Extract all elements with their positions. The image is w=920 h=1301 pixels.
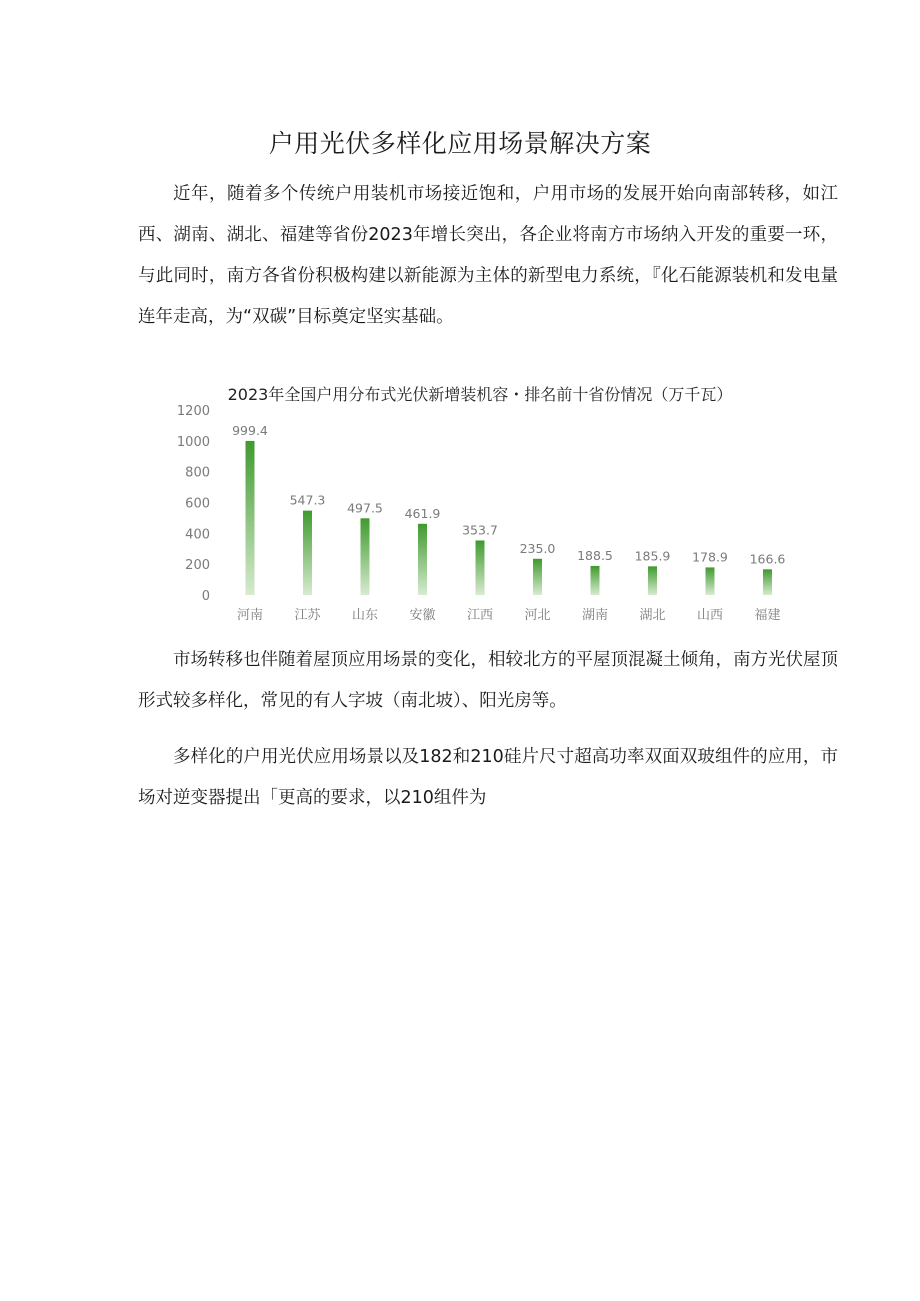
x-tick-label: 江苏: [294, 608, 321, 623]
bar-value-label: 353.7: [462, 522, 498, 538]
x-tick-label: 湖北: [639, 608, 666, 623]
bar: [303, 511, 312, 595]
x-axis: [237, 607, 781, 623]
bar-value-label: 185.9: [634, 548, 671, 564]
bar: [246, 441, 255, 595]
bar-value-label: 497.5: [347, 500, 383, 516]
bar: [706, 567, 715, 595]
x-tick-label: 福建: [754, 608, 781, 623]
y-tick-label: 400: [185, 527, 210, 543]
bar-value-label: 178.9: [692, 549, 728, 565]
y-tick-label: 200: [185, 558, 210, 574]
bar: [648, 566, 657, 595]
value-labels: [232, 423, 785, 566]
bar-value-label: 999.4: [232, 422, 268, 438]
x-tick-label: 安徽: [409, 608, 436, 623]
x-tick-label: 河北: [524, 608, 551, 623]
bar-value-label: 461.9: [404, 505, 441, 521]
x-tick-label: 江西: [466, 608, 494, 623]
y-tick-label: 600: [185, 496, 210, 512]
x-tick-label: 山东: [351, 608, 379, 623]
y-tick-label: 1200: [176, 404, 210, 419]
paragraph-1: 近年，随着多个传统户用装机市场接近饱和，户用市场的发展开始向南部转移，如江西、湖南、湖北、福建等省份2023年增长突出，各企业将南方市场纳入开发的重要一环，与此同时，南方各省份积极构建以新能源为主体的新型电力系统，『化石能源装机和发电量连年走高，为“双碳”目标奠定坚实基础。: [138, 184, 838, 327]
bar: [591, 566, 600, 595]
bar-series: [246, 441, 773, 595]
y-axis: [177, 404, 210, 604]
x-tick-label: 河南: [236, 608, 264, 623]
paragraph-2: 市场转移也伴随着屋顶应用场景的变化，相较北方的平屋顶混凝土倾角，南方光伏屋顶形式较多样化，常见的有人字坡（南北坡）、阳光房等。: [138, 650, 838, 711]
y-tick-label: 0: [201, 589, 210, 604]
x-tick-label: 湖南: [581, 608, 609, 623]
chart-title: 2023年全国户用分布式光伏新增装机容・排名前十省份情况（万千瓦）: [227, 385, 733, 404]
bar-value-label: 547.3: [289, 492, 326, 508]
bar: [418, 524, 427, 595]
bar-value-label: 166.6: [749, 551, 786, 567]
bar-chart: [170, 398, 810, 628]
x-tick-label: 山西: [696, 608, 724, 623]
bar-value-label: 235.0: [519, 540, 556, 556]
bar: [533, 559, 542, 595]
bar: [476, 540, 485, 595]
document-title: 户用光伏多样化应用场景解决方案: [268, 129, 652, 158]
bar: [763, 569, 772, 595]
bar-value-label: 188.5: [577, 547, 613, 563]
paragraph-3: 多样化的户用光伏应用场景以及182和210硅片尺寸超高功率双面双玻组件的应用，市场对逆变器提出「更高的要求，以210组件为: [138, 747, 838, 808]
y-tick-label: 1000: [176, 434, 210, 450]
bar: [361, 518, 370, 595]
y-tick-label: 800: [185, 465, 210, 481]
